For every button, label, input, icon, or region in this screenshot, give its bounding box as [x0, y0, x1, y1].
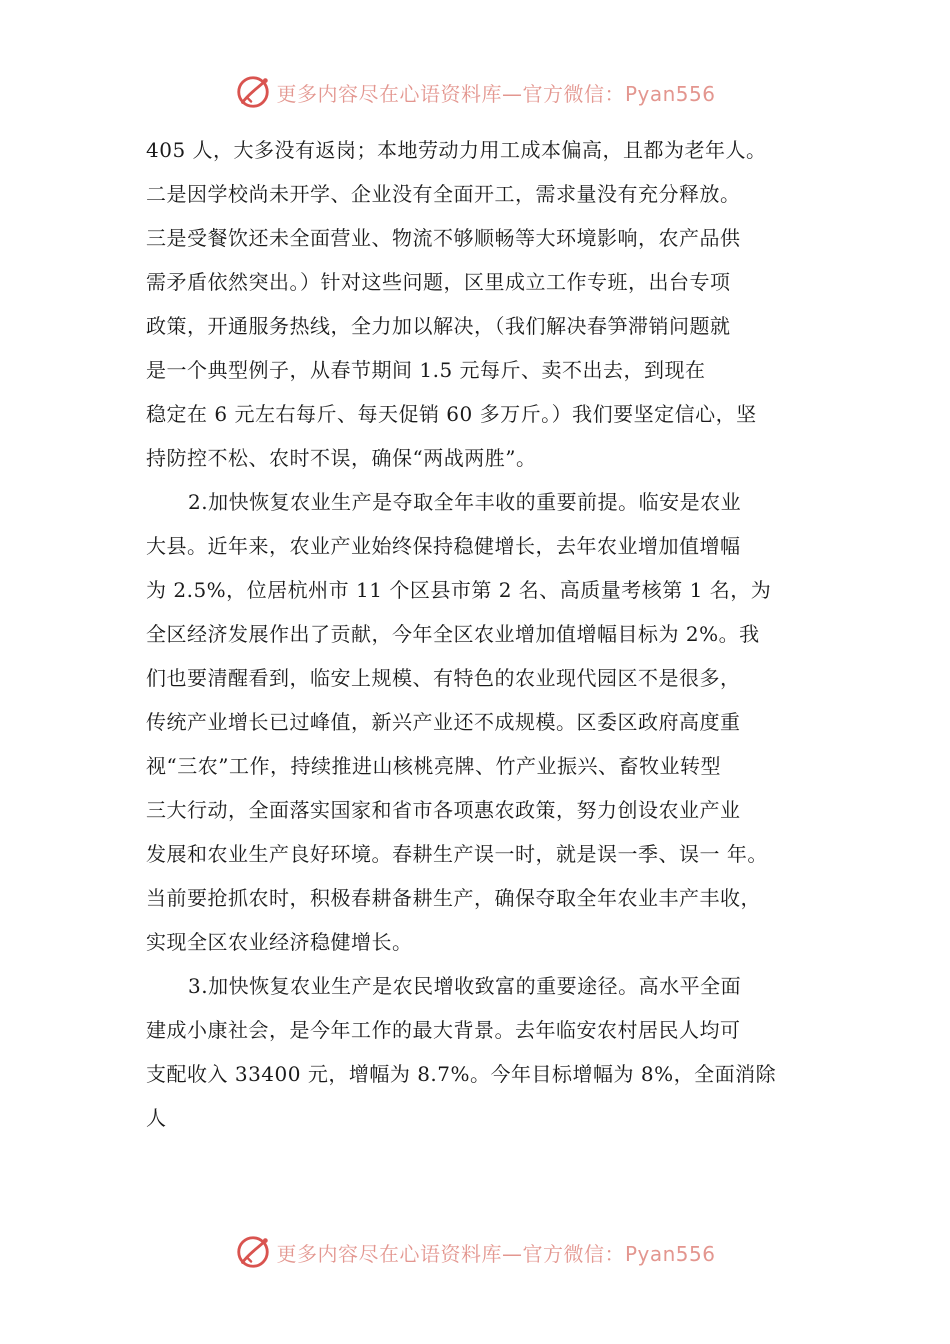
text-line: 发展和农业生产良好环境。春耕生产误一时，就是误一季、误一 年。 [146, 842, 768, 866]
paragraph-2-first-line: 2.加快恢复农业生产是夺取全年丰收的重要前提。临安是农业 [188, 490, 742, 514]
logo-icon [234, 73, 272, 111]
document-body [146, 128, 816, 1140]
text-line: 为 2.5%，位居杭州市 11 个区县市第 2 名、高质量考核第 1 名，为 [146, 578, 772, 602]
paragraph-3-first-line: 3.加快恢复农业生产是农民增收致富的重要途径。高水平全面 [188, 974, 742, 998]
text-line: 三大行动，全面落实国家和省市各项惠农政策，努力创设农业产业 [146, 798, 741, 822]
text-line: 传统产业增长已过峰值，新兴产业还不成规模。区委区政府高度重 [146, 710, 741, 734]
text-line: 稳定在 6 元左右每斤、每天促销 60 多万斤。）我们要坚定信心，坚 [146, 402, 757, 426]
footer-watermark [0, 1232, 950, 1272]
text-line: 405 人，大多没有返岗；本地劳动力用工成本偏高，且都为老年人。 [146, 138, 767, 162]
text-line: 当前要抢抓农时，积极春耕备耕生产，确保夺取全年农业丰产丰收， [146, 886, 761, 910]
text-line: 是一个典型例子，从春节期间 1.5 元每斤、卖不出去，到现在 [146, 358, 706, 382]
text-line: 政策，开通服务热线，全力加以解决，（我们解决春笋滞销问题就 [146, 314, 731, 338]
logo-icon [234, 1233, 272, 1271]
text-line: 们也要清醒看到，临安上规模、有特色的农业现代园区不是很多， [146, 666, 741, 690]
text-line: 建成小康社会，是今年工作的最大背景。去年临安农村居民人均可 [146, 1018, 741, 1042]
text-line: 实现全区农业经济稳健增长。 [146, 930, 413, 954]
text-line: 二是因学校尚未开学、企业没有全面开工，需求量没有充分释放。 [146, 182, 741, 206]
header-watermark [0, 72, 950, 112]
watermark-text: 更多内容尽在心语资料库—官方微信：Pyan556 [276, 81, 716, 106]
watermark-text: 更多内容尽在心语资料库—官方微信：Pyan556 [276, 1241, 716, 1266]
text-line: 需矛盾依然突出。）针对这些问题，区里成立工作专班，出台专项 [146, 270, 731, 294]
text-line: 持防控不松、农时不误，确保“两战两胜”。 [146, 446, 537, 470]
text-line: 三是受餐饮还未全面营业、物流不够顺畅等大环境影响，农产品供 [146, 226, 741, 250]
text-line: 支配收入 33400 元，增幅为 8.7%。今年目标增幅为 8%，全面消除 [146, 1062, 777, 1086]
text-line: 全区经济发展作出了贡献，今年全区农业增加值增幅目标为 2%。我 [146, 622, 760, 646]
text-line: 视“三农”工作，持续推进山核桃亮牌、竹产业振兴、畜牧业转型 [146, 754, 721, 778]
text-line: 人 [146, 1106, 167, 1130]
text-line: 大县。近年来，农业产业始终保持稳健增长，去年农业增加值增幅 [146, 534, 741, 558]
